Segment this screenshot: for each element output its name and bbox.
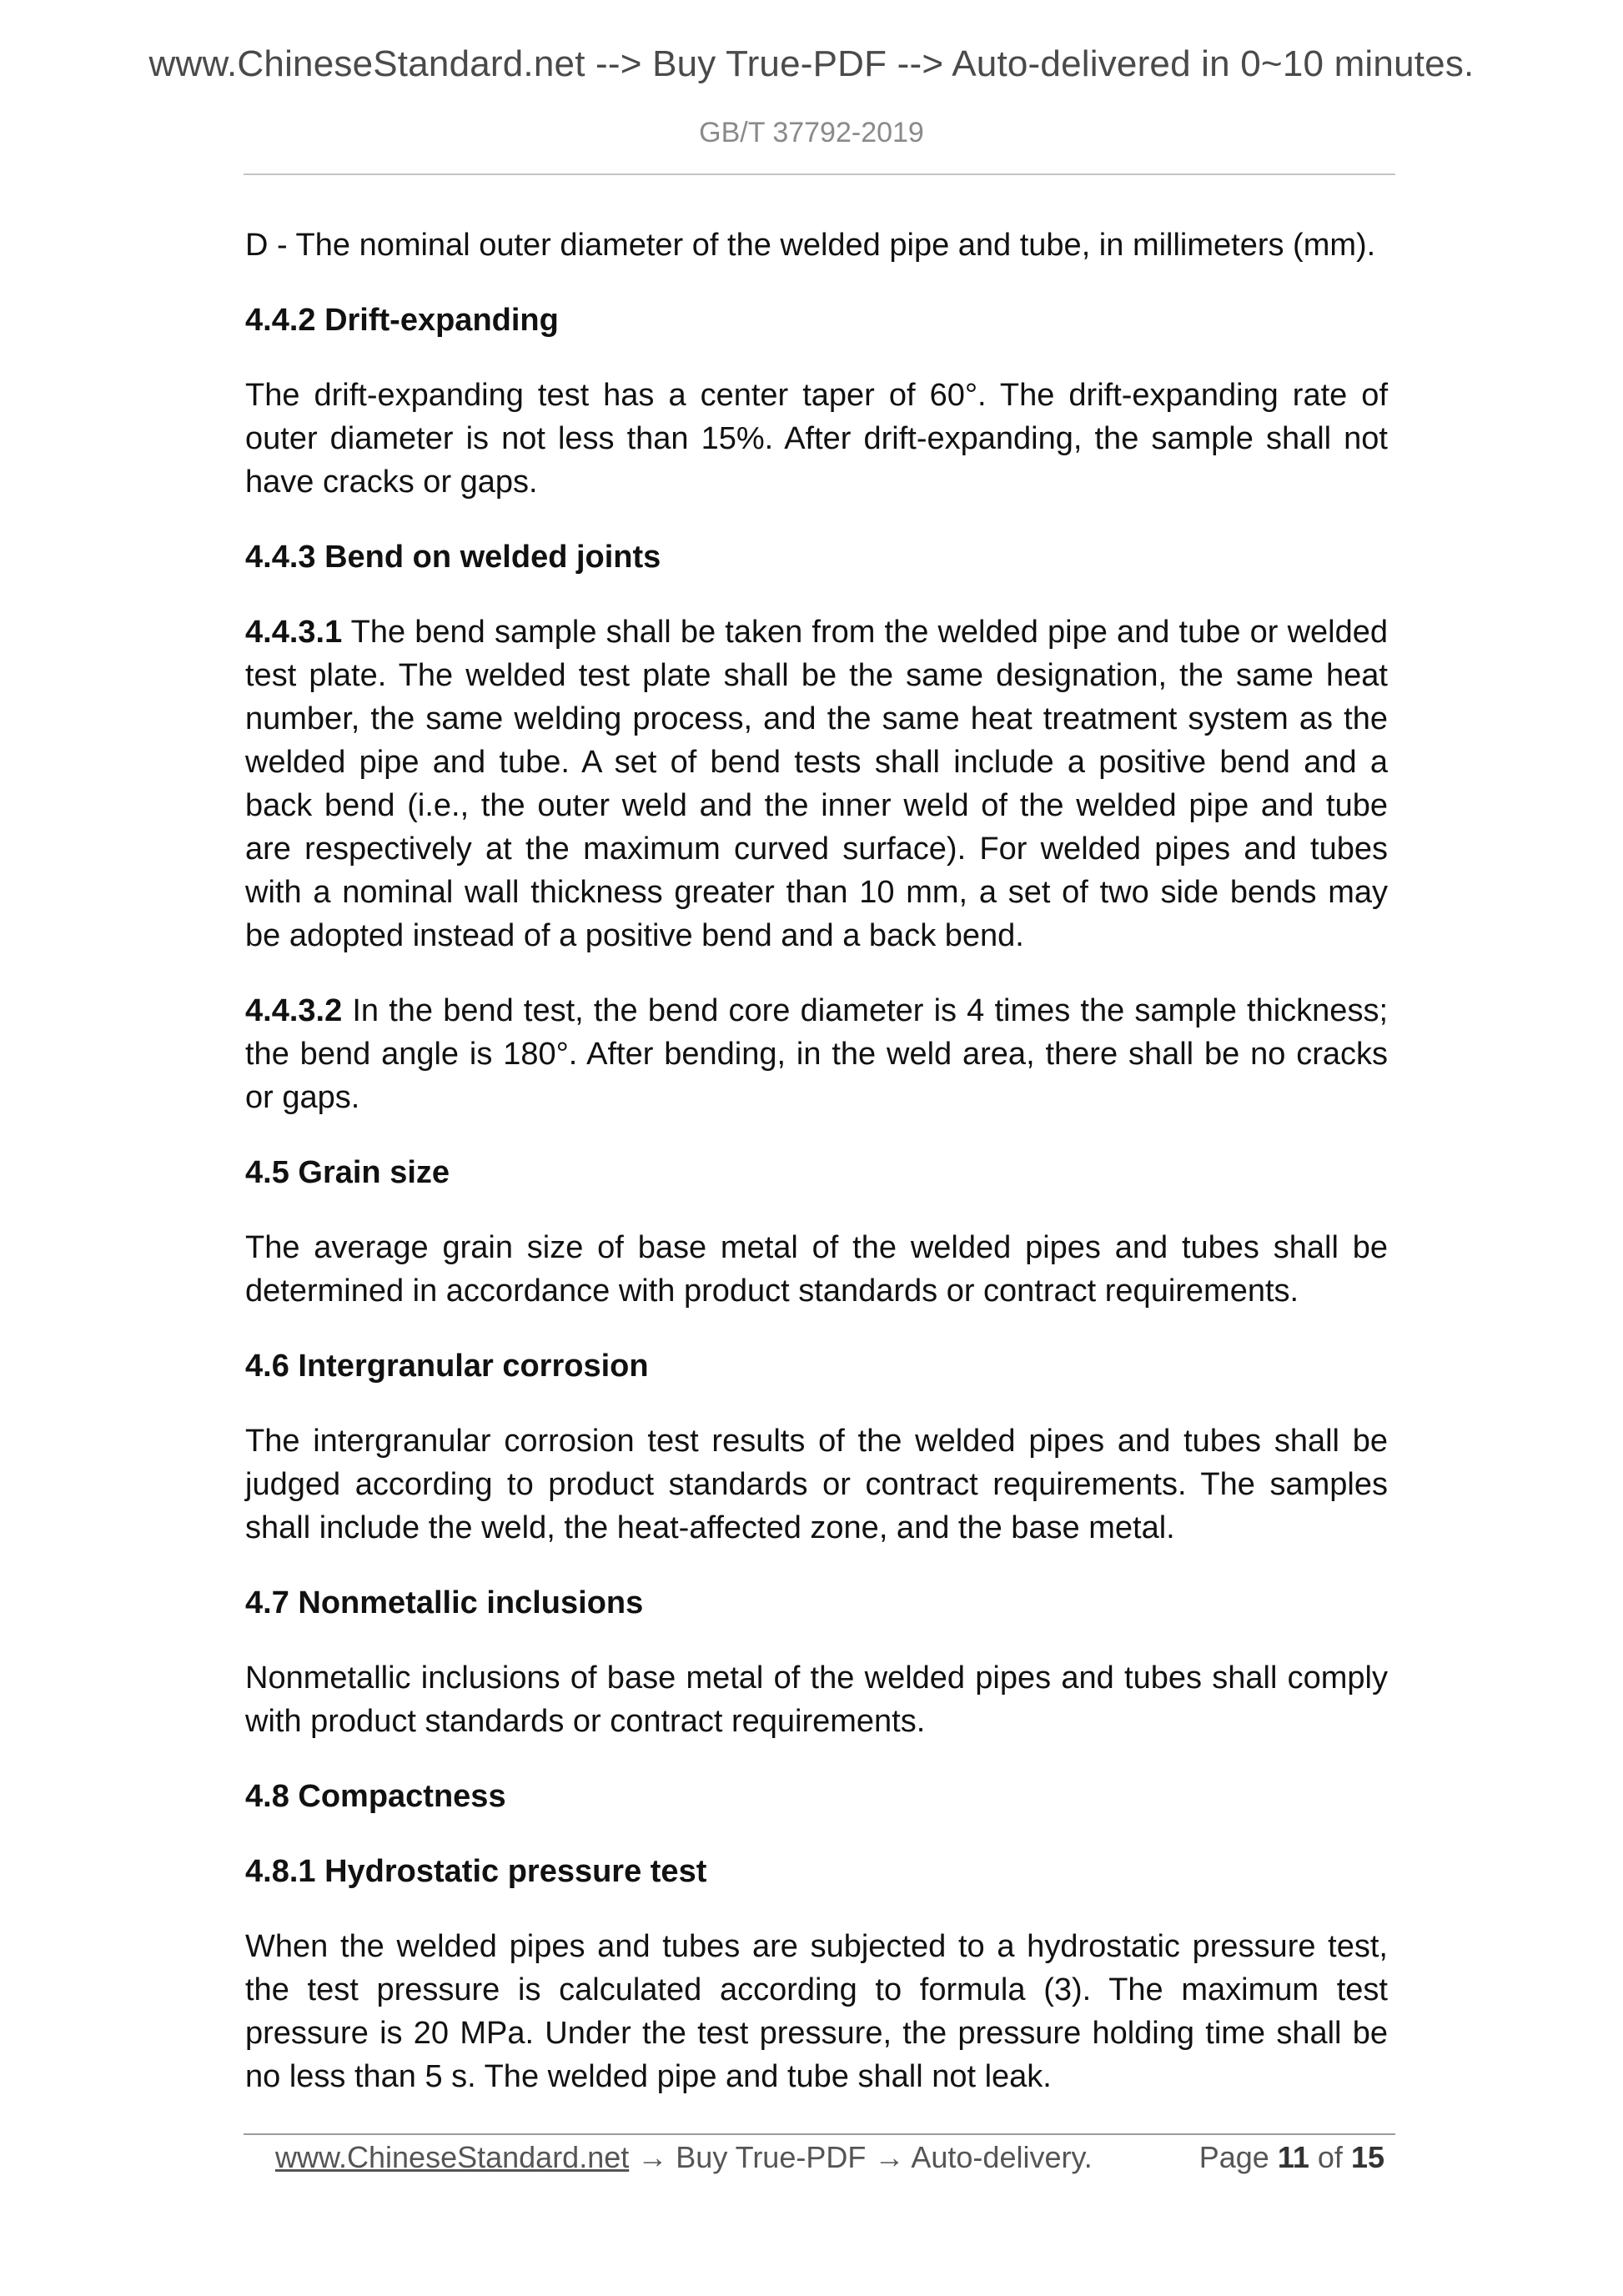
paragraph-drift-expanding: The drift-expanding test has a center taper of 60°. The drift-expanding rate of outer diameter is not less than 15%. After drift-expanding, the sample shall not have cracks or gaps. (245, 378, 1388, 500)
document-id: GB/T 37792-2019 (699, 117, 924, 148)
clause-number-4-4-3-2: 4.4.3.2 (245, 993, 343, 1028)
footer-delivery-text: Auto-delivery. (911, 2140, 1093, 2174)
heading-4-8-1: 4.8.1 Hydrostatic pressure test (245, 1854, 707, 1889)
page-indicator (1199, 2140, 1384, 2175)
total-pages-number: 15 (1350, 2140, 1384, 2174)
heading-4-6: 4.6 Intergranular corrosion (245, 1349, 649, 1384)
heading-4-5: 4.5 Grain size (245, 1155, 450, 1190)
paragraph-hydrostatic-test: When the welded pipes and tubes are subjected to a hydrostatic pressure test, the test pressure is calculated according to formula (3). The maximum test pressure is 20 MPa. Under the test pressure, the pressure holding time shall be no less than 5 s. The welded pipe and tube shall not leak. (245, 1929, 1388, 2094)
clause-text-4-4-3-2: In the bend test, the bend core diameter is 4 times the sample thickness; the bend angle is 180°. After bending, in the weld area, there shall be no cracks or gaps. (245, 993, 1388, 1115)
heading-4-7: 4.7 Nonmetallic inclusions (245, 1585, 644, 1620)
page-label: Page (1198, 2140, 1269, 2174)
footer-site-link[interactable]: www.ChineseStandard.net (275, 2140, 630, 2174)
heading-4-4-2: 4.4.2 Drift-expanding (245, 303, 559, 338)
heading-4-8: 4.8 Compactness (245, 1779, 506, 1814)
footer-divider (244, 2133, 1395, 2135)
heading-4-4-3: 4.4.3 Bend on welded joints (245, 540, 661, 575)
clause-number-4-4-3-1: 4.4.3.1 (245, 615, 343, 650)
footer-buy-text: Buy True-PDF (676, 2140, 867, 2174)
of-label: of (1317, 2140, 1343, 2174)
paragraph-grain-size: The average grain size of base metal of the welded pipes and tubes shall be determined in accordance with product standards or contract requirements. (245, 1230, 1388, 1309)
paragraph-nonmetallic-inclusions: Nonmetallic inclusions of base metal of the welded pipes and tubes shall comply with product standards or contract requirements. (245, 1660, 1388, 1739)
footer-links (275, 2140, 1093, 2175)
paragraph-4-4-3-2 (245, 989, 1388, 1119)
paragraph-diameter-definition: D - The nominal outer diameter of the welded pipe and tube, in millimeters (mm). (245, 228, 1376, 263)
current-page-number: 11 (1277, 2140, 1309, 2174)
header-banner: www.ChineseStandard.net --> Buy True-PDF --> Auto-delivered in 0~10 minutes. (148, 43, 1475, 84)
page-footer (275, 2140, 1384, 2187)
header-divider (244, 173, 1395, 175)
arrow-right-icon: → (874, 2140, 905, 2174)
arrow-right-icon: → (637, 2140, 668, 2174)
clause-text-4-4-3-1: The bend sample shall be taken from the welded pipe and tube or welded test plate. The welded test plate shall be the same designation, the same heat number, the same welding process, and the same heat treatment system as the welded pipe and tube. A set of bend tests shall include a positive bend and a back bend (i.e., the outer weld and the inner weld of the welded pipe and tube are respectively at the maximum curved surface). For welded pipes and tubes with a nominal wall thickness greater than 10 mm, a set of two side bends may be adopted instead of a positive bend and a back bend. (245, 615, 1388, 953)
paragraph-4-4-3-1 (245, 610, 1388, 957)
paragraph-intergranular-corrosion: The intergranular corrosion test results of the welded pipes and tubes shall be judged according to product standards or contract requirements. The samples shall include the weld, the heat-affected zone, and the base metal. (245, 1424, 1388, 1545)
page-content (245, 224, 1388, 2130)
